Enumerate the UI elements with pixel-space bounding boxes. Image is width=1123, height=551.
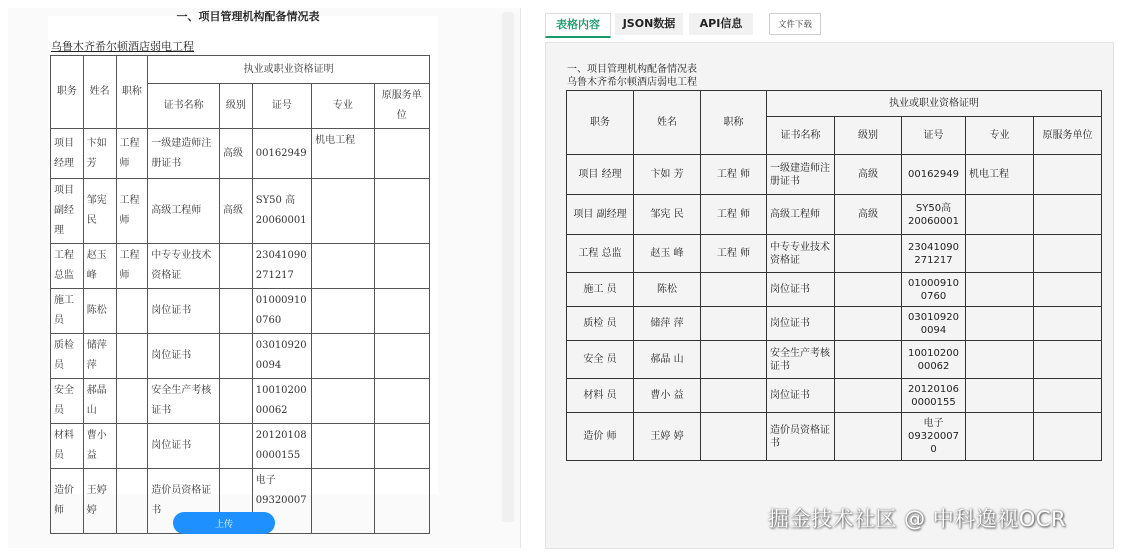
scan-cell-major [312, 244, 374, 289]
tab-table-content[interactable]: 表格内容 [545, 13, 611, 38]
result-cell-role: 安全 员 [567, 341, 634, 379]
result-cell-level [835, 379, 902, 413]
result-cell-no: 电子 09320007 0 [902, 413, 966, 461]
result-cell-no: SY50高 20060001 [902, 195, 966, 235]
scan-cell-major [312, 179, 374, 244]
scan-cell-no: SY50 高 20060001 [252, 179, 311, 244]
result-cell-rank [701, 273, 767, 307]
result-table-row [567, 379, 1102, 413]
result-cell-no: 20120106 0000155 [902, 379, 966, 413]
scan-cell-orig [374, 424, 429, 469]
scan-cell-rank [116, 379, 148, 424]
scan-table-row [51, 179, 430, 244]
scan-cell-role: 质检员 [51, 334, 84, 379]
scan-cell-orig [374, 379, 429, 424]
result-cell-level [835, 341, 902, 379]
result-cell-name: 王婷 婷 [634, 413, 701, 461]
result-cell-level: 高级 [835, 195, 902, 235]
r-header-qualification: 执业或职业资格证明 [767, 91, 1102, 117]
document-project-name: 乌鲁木齐希尔顿酒店弱电工程 [51, 40, 194, 53]
result-cell-role: 项目 经理 [567, 155, 634, 195]
result-cell-rank: 工程 师 [701, 155, 767, 195]
result-cell-orig [1034, 379, 1102, 413]
recognized-table [566, 90, 1102, 461]
result-table-row [567, 307, 1102, 341]
scan-cell-major: 机电工程 [312, 129, 374, 179]
result-cell-cert: 造价员资格证书 [767, 413, 835, 461]
scan-cell-major [312, 469, 374, 534]
result-cell-rank: 工程 师 [701, 195, 767, 235]
result-cell-cert: 岗位证书 [767, 379, 835, 413]
result-cell-orig [1034, 413, 1102, 461]
result-cell-no: 10010200 00062 [902, 341, 966, 379]
result-cell-major [966, 413, 1034, 461]
scan-cell-rank [116, 289, 148, 334]
result-cell-cert: 岗位证书 [767, 273, 835, 307]
tab-json-data[interactable]: JSON数据 [615, 13, 683, 35]
scan-cell-rank: 工程师 [116, 179, 148, 244]
scan-cell-level [219, 334, 252, 379]
scan-table-row [51, 244, 430, 289]
scan-cell-name: 卞如芳 [83, 129, 116, 179]
scan-cell-cert: 岗位证书 [148, 424, 220, 469]
scan-cell-cert: 岗位证书 [148, 334, 220, 379]
header-number: 证号 [252, 84, 311, 129]
result-cell-name: 邹宪 民 [634, 195, 701, 235]
scan-cell-major [312, 334, 374, 379]
scan-cell-role: 工程总监 [51, 244, 84, 289]
result-cell-no: 00162949 [902, 155, 966, 195]
scan-cell-cert: 造价员资格证书 [148, 469, 220, 534]
watermark: 掘金技术社区 @ 中科逸视OCR [768, 507, 1067, 531]
scan-cell-no: 23041090 271217 [252, 244, 311, 289]
scan-cell-no: 20120108 0000155 [252, 424, 311, 469]
header-level: 级别 [219, 84, 252, 129]
header-qualification: 执业或职业资格证明 [148, 56, 430, 84]
scan-cell-no: 00162949 [252, 129, 311, 179]
upload-button[interactable]: 上传 [173, 512, 275, 534]
scan-cell-cert: 中专专业技术资格证 [148, 244, 220, 289]
result-table-row [567, 341, 1102, 379]
result-cell-level [835, 307, 902, 341]
result-cell-name: 曹小 益 [634, 379, 701, 413]
result-cell-no: 01000910 0760 [902, 273, 966, 307]
scan-cell-cert: 安全生产考核证书 [148, 379, 220, 424]
result-cell-orig [1034, 341, 1102, 379]
scanned-table [50, 55, 430, 534]
result-cell-level [835, 235, 902, 273]
scan-cell-no: 电子 09320007 [252, 469, 311, 534]
result-cell-cert: 高级工程师 [767, 195, 835, 235]
scan-cell-role: 项目副经理 [51, 179, 84, 244]
result-cell-no: 23041090 271217 [902, 235, 966, 273]
scan-cell-rank [116, 334, 148, 379]
result-cell-orig [1034, 235, 1102, 273]
result-cell-rank [701, 413, 767, 461]
header-orig-unit: 原服务单位 [374, 84, 429, 129]
scan-cell-level: 高级 [219, 179, 252, 244]
result-cell-level: 高级 [835, 155, 902, 195]
scan-cell-orig [374, 244, 429, 289]
header-name: 姓名 [83, 56, 116, 129]
result-cell-role: 造价 师 [567, 413, 634, 461]
result-cell-cert: 安全生产考核证书 [767, 341, 835, 379]
header-major: 专业 [312, 84, 374, 129]
r-header-orig-unit: 原服务单位 [1034, 117, 1102, 155]
result-cell-rank [701, 307, 767, 341]
result-cell-name: 赵玉 峰 [634, 235, 701, 273]
result-cell-rank [701, 379, 767, 413]
scan-cell-name: 储萍萍 [83, 334, 116, 379]
result-table-row [567, 155, 1102, 195]
header-role: 职务 [51, 56, 84, 129]
scan-cell-orig [374, 334, 429, 379]
result-cell-rank: 工程 师 [701, 235, 767, 273]
result-cell-major: 机电工程 [966, 155, 1034, 195]
result-cell-major [966, 379, 1034, 413]
scan-cell-name: 赵玉峰 [83, 244, 116, 289]
result-table-row [567, 413, 1102, 461]
scan-cell-rank: 工程师 [116, 129, 148, 179]
result-title-line2: 乌鲁木齐希尔顿酒店弱电工程 [567, 77, 697, 88]
scan-cell-name: 邹宪民 [83, 179, 116, 244]
tab-api-info[interactable]: API信息 [689, 13, 753, 35]
scan-table-row [51, 129, 430, 179]
result-cell-level [835, 413, 902, 461]
scan-cell-orig [374, 179, 429, 244]
result-cell-orig [1034, 273, 1102, 307]
result-cell-name: 储萍 萍 [634, 307, 701, 341]
scan-cell-role: 项目经理 [51, 129, 84, 179]
r-header-level: 级别 [835, 117, 902, 155]
r-header-role: 职务 [567, 91, 634, 155]
r-header-major: 专业 [966, 117, 1034, 155]
scan-cell-role: 施工员 [51, 289, 84, 334]
result-cell-orig [1034, 195, 1102, 235]
result-cell-cert: 一级建造师注册证书 [767, 155, 835, 195]
result-cell-level [835, 273, 902, 307]
scan-cell-cert: 岗位证书 [148, 289, 220, 334]
result-cell-role: 项目 副经理 [567, 195, 634, 235]
scan-cell-major [312, 379, 374, 424]
scan-cell-major [312, 289, 374, 334]
scan-cell-rank [116, 424, 148, 469]
result-cell-major [966, 195, 1034, 235]
scan-cell-orig [374, 289, 429, 334]
scan-cell-role: 材料员 [51, 424, 84, 469]
result-cell-major [966, 307, 1034, 341]
preview-scrollbar[interactable] [502, 12, 514, 522]
result-cell-name: 郝晶 山 [634, 341, 701, 379]
header-rank: 职称 [116, 56, 148, 129]
scan-cell-role: 造价师 [51, 469, 84, 534]
result-cell-role: 质检 员 [567, 307, 634, 341]
scan-cell-name: 曹小益 [83, 424, 116, 469]
scan-table-row [51, 424, 430, 469]
scan-cell-role: 安全员 [51, 379, 84, 424]
scan-table-row [51, 334, 430, 379]
result-cell-name: 卞如 芳 [634, 155, 701, 195]
scan-cell-cert: 一级建造师注册证书 [148, 129, 220, 179]
scan-table-row [51, 379, 430, 424]
scan-cell-level: 高级 [219, 129, 252, 179]
r-header-rank: 职称 [701, 91, 767, 155]
result-cell-cert: 中专专业技术资格证 [767, 235, 835, 273]
scan-cell-rank: 工程师 [116, 244, 148, 289]
scan-cell-level [219, 289, 252, 334]
result-cell-rank [701, 341, 767, 379]
scan-cell-rank [116, 469, 148, 534]
r-header-cert: 证书名称 [767, 117, 835, 155]
result-cell-major [966, 341, 1034, 379]
result-cell-orig [1034, 155, 1102, 195]
document-title: 一、项目管理机构配备情况表 [176, 10, 320, 23]
scan-cell-major [312, 424, 374, 469]
scan-table-row [51, 289, 430, 334]
header-cert: 证书名称 [148, 84, 220, 129]
r-header-name: 姓名 [634, 91, 701, 155]
scan-cell-no: 03010920 0094 [252, 334, 311, 379]
scan-cell-level [219, 379, 252, 424]
result-table-row [567, 273, 1102, 307]
result-title [567, 63, 697, 89]
result-cell-cert: 岗位证书 [767, 307, 835, 341]
scan-cell-no: 01000910 0760 [252, 289, 311, 334]
result-cell-role: 施工 员 [567, 273, 634, 307]
result-table-row [567, 235, 1102, 273]
r-header-number: 证号 [902, 117, 966, 155]
scan-cell-name: 陈松 [83, 289, 116, 334]
result-cell-name: 陈松 [634, 273, 701, 307]
result-table-row [567, 195, 1102, 235]
file-download-button[interactable]: 文件下载 [769, 13, 821, 35]
scan-cell-cert: 高级工程师 [148, 179, 220, 244]
result-cell-major [966, 235, 1034, 273]
result-cell-role: 工程 总监 [567, 235, 634, 273]
scan-cell-orig [374, 469, 429, 534]
scan-cell-name: 郝晶山 [83, 379, 116, 424]
scan-cell-no: 10010200 00062 [252, 379, 311, 424]
result-cell-orig [1034, 307, 1102, 341]
scan-cell-level [219, 424, 252, 469]
result-cell-major [966, 273, 1034, 307]
scan-cell-orig [374, 129, 429, 179]
result-cell-no: 03010920 0094 [902, 307, 966, 341]
scan-cell-level [219, 244, 252, 289]
result-title-line1: 一、项目管理机构配备情况表 [567, 64, 697, 75]
scan-cell-name: 王婷婷 [83, 469, 116, 534]
result-cell-role: 材料 员 [567, 379, 634, 413]
